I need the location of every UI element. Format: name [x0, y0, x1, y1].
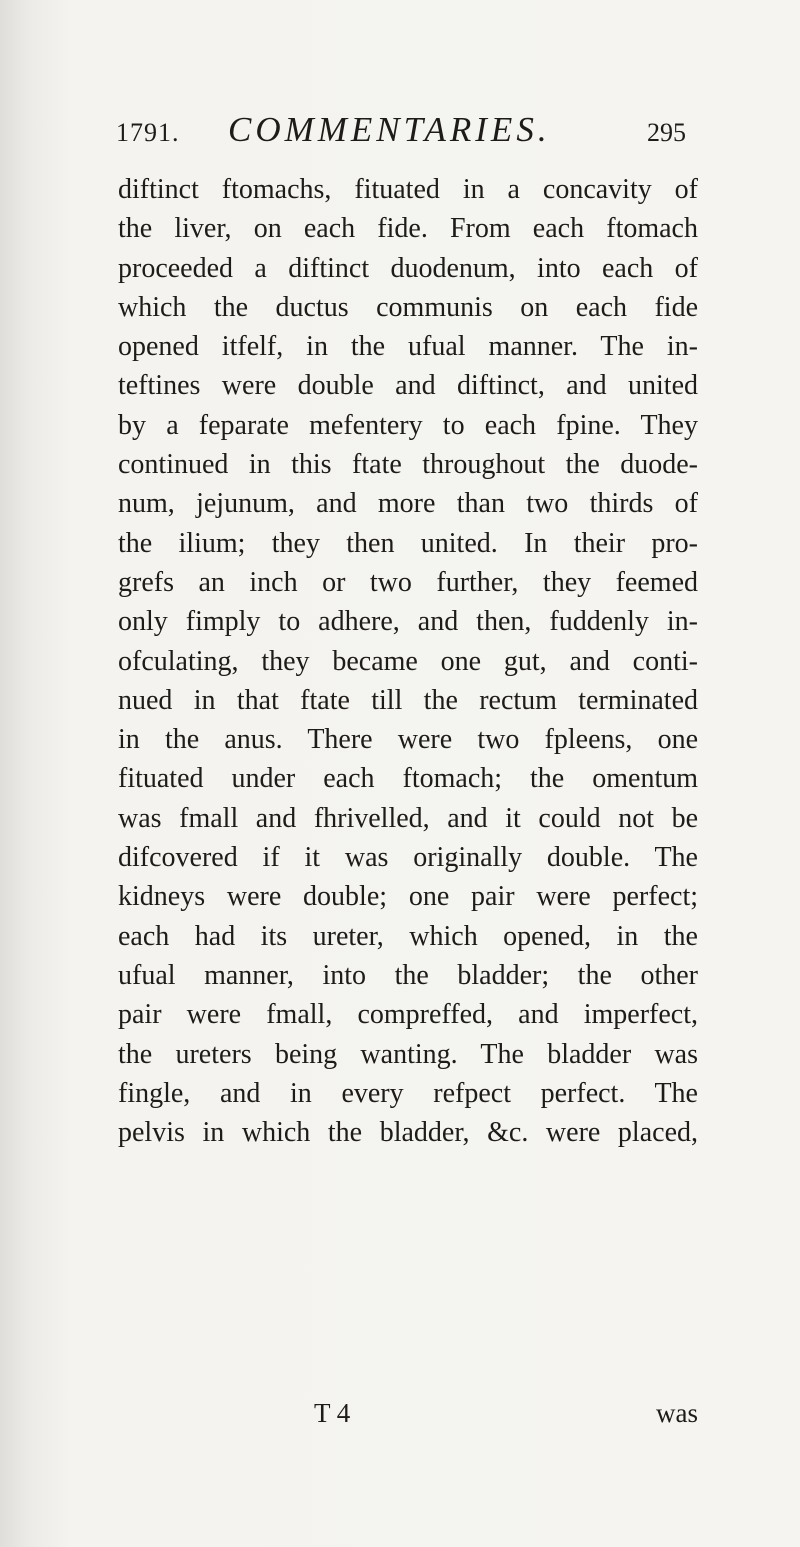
text-line: the ilium; they then united. In their pro- — [118, 527, 698, 559]
text-line: fituated under each ftomach; the omentum — [118, 763, 698, 795]
text-line: fingle, and in every refpect perfect. The — [118, 1077, 698, 1109]
catchword: was — [656, 1398, 698, 1428]
text-line: only fimply to adhere, and then, fuddenly in- — [118, 606, 698, 638]
page-number: 295 — [647, 118, 686, 147]
body-text — [118, 170, 698, 1152]
header-year: 1791. — [116, 118, 180, 147]
text-line: by a feparate mefentery to each fpine. They — [118, 409, 698, 441]
running-header — [116, 110, 686, 154]
text-line: teftines were double and diftinct, and united — [118, 370, 698, 402]
text-line: each had its ureter, which opened, in the — [118, 920, 698, 952]
text-line: continued in this ftate throughout the duode- — [118, 449, 698, 481]
text-line: in the anus. There were two fpleens, one — [118, 724, 698, 756]
text-line: pair were fmall, compreffed, and imperfect, — [118, 999, 698, 1031]
text-line: num, jejunum, and more than two thirds of — [118, 488, 698, 520]
text-line: was fmall and fhrivelled, and it could not be — [118, 802, 698, 834]
text-line: diftinct ftomachs, fituated in a concavity of — [118, 174, 698, 205]
text-line: proceeded a diftinct duodenum, into each of — [118, 252, 698, 284]
text-line: difcovered if it was originally double. The — [118, 842, 698, 874]
text-line: the liver, on each fide. From each ftomach — [118, 213, 698, 245]
text-line: nued in that ftate till the rectum terminated — [118, 684, 698, 716]
text-line: pelvis in which the bladder, &c. were placed, — [118, 1117, 698, 1149]
text-line: opened itfelf, in the ufual manner. The in- — [118, 331, 698, 363]
text-line: which the ductus communis on each fide — [118, 291, 698, 323]
text-line: kidneys were double; one pair were perfect; — [118, 881, 698, 913]
signature-mark: T 4 — [314, 1398, 351, 1428]
text-line: ufual manner, into the bladder; the other — [118, 959, 698, 991]
text-line: the ureters being wanting. The bladder was — [118, 1038, 698, 1070]
page-footer — [118, 1398, 698, 1438]
text-line: ofculating, they became one gut, and conti- — [118, 645, 698, 677]
header-title: COMMENTARIES. — [228, 110, 551, 149]
text-line: grefs an inch or two further, they feemed — [118, 566, 698, 598]
